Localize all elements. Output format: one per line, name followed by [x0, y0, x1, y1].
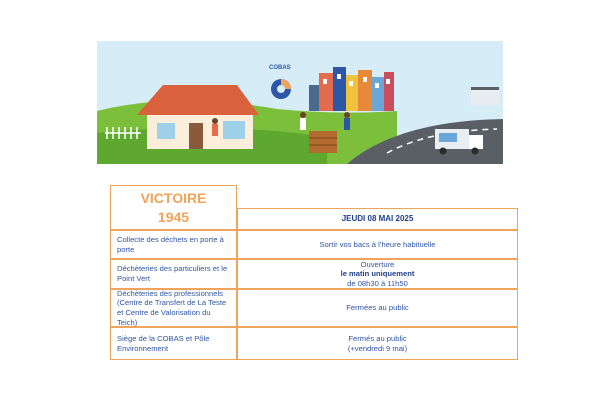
row-value-collecte: Sortir vos bacs à l’heure habituelle	[237, 230, 518, 259]
row-value-decheteries-particuliers: Ouverture le matin uniquement de 08h30 à 11h50	[237, 259, 518, 289]
house-icon	[137, 85, 259, 149]
row-label-decheteries-particuliers: Déchèteries des particuliers et le Point Vert	[110, 259, 237, 289]
row-label-siege: Siège de la COBAS et Pôle Environnement	[110, 327, 237, 360]
svg-text:COBAS: COBAS	[269, 65, 291, 71]
holiday-title-cell	[110, 185, 237, 230]
header-illustration	[97, 41, 503, 164]
row-value-siege: Fermés au public (+vendredi 9 mai)	[237, 327, 518, 360]
row-label-collecte: Collecte des déchets en porte à porte	[110, 230, 237, 259]
holiday-year: 1945	[157, 208, 190, 225]
date-header: JEUDI 08 MAI 2025	[237, 208, 518, 230]
holiday-title: VICTOIRE	[140, 189, 207, 206]
row-value-decheteries-professionnels: Fermées au public	[237, 289, 518, 327]
compost-bin-icon	[309, 131, 337, 153]
row-label-decheteries-professionnels: Déchèteries des professionnels (Centre de Transfert de La Teste et Centre de Valorisation du Teich)	[110, 289, 237, 327]
cobas-logo-icon	[271, 79, 291, 99]
